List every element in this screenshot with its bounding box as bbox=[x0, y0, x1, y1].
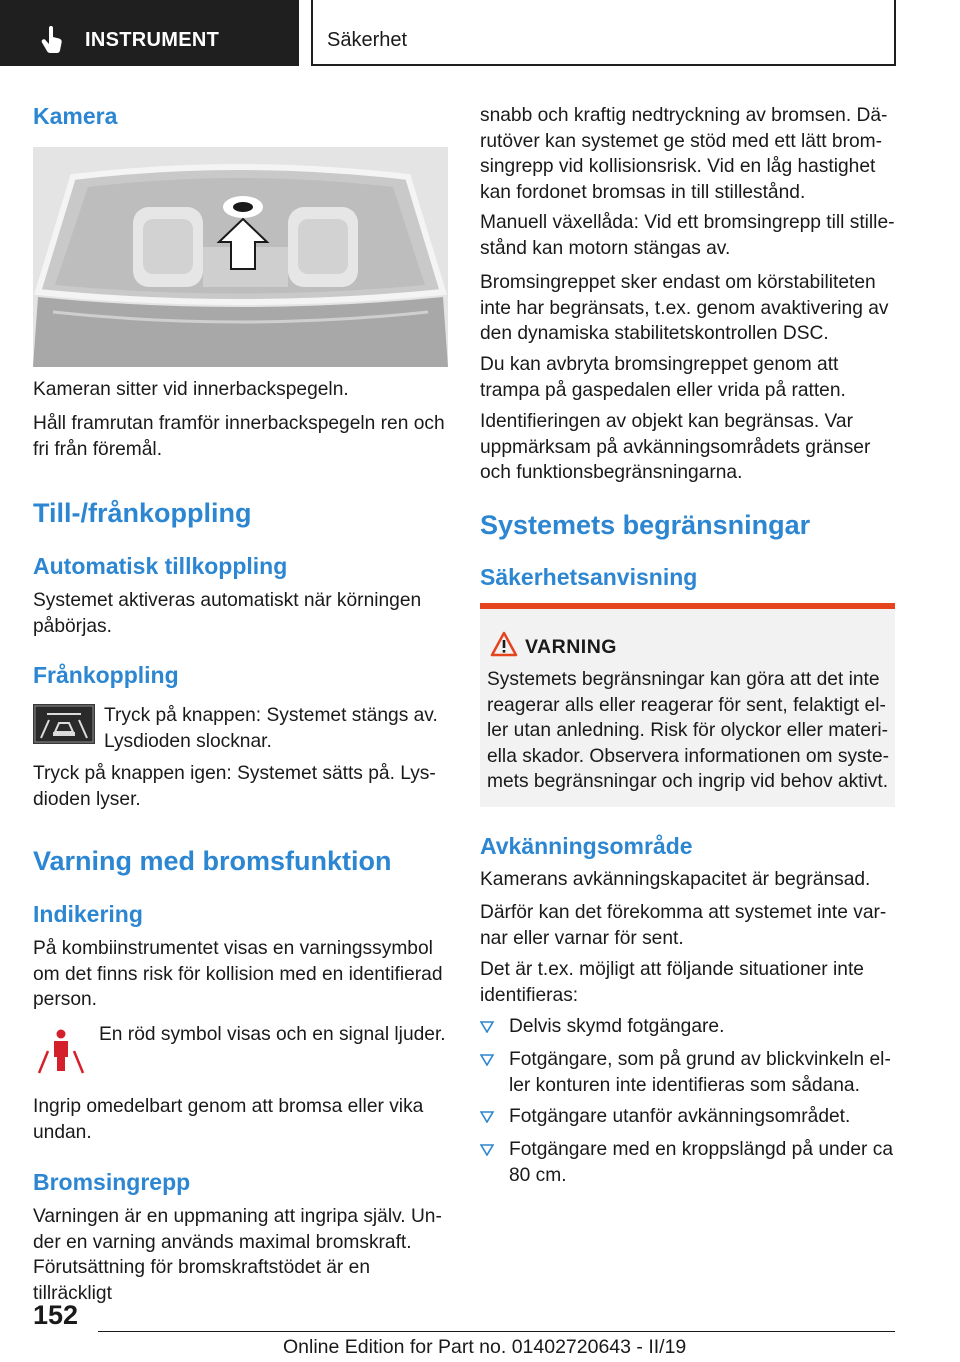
section-title: Säkerhet bbox=[327, 29, 408, 51]
heading-systemets-begransningar: Systemets begränsningar bbox=[480, 510, 811, 540]
list-item-text: Delvis skymd fotgängare. bbox=[509, 1016, 725, 1037]
heading-avkanningsomrade: Avkänningsområde bbox=[480, 833, 693, 859]
list-item-text: Fotgängare med en kroppslängd på under ca 80 cm. bbox=[509, 1139, 894, 1186]
chapter-tab[interactable] bbox=[0, 0, 299, 66]
warning-text: Systemets begränsningar kan göra att det inte reagerar alls eller reagerar för sent, felaktigt eller utan anledning. Risk för olyckor eller materiella skador. Observera informationen om systemets begränsningar och ingrip vid behov aktivt. bbox=[487, 669, 890, 792]
touch-hand-icon bbox=[40, 26, 64, 54]
avkanning-text-2: Därför kan det förekomma att systemet inte varnar eller varnar för sent. bbox=[480, 902, 887, 949]
continued-text-5: Identifieringen av objekt kan begränsas. Var uppmärksam på avkänningsområdets gränser och funktionsbegränsningarna. bbox=[480, 411, 871, 483]
list-item-text: Fotgängare, som på grund av blickvinkeln eller konturen inte identifieras som sådana. bbox=[509, 1049, 891, 1096]
continued-text-1: snabb och kraftig nedtryckning av bromsen. Därutöver kan systemet ge stöd med ett lätt bromsingrepp vid kollisionsrisk. Vid en låg hastighet kan fordonet bromsas in till stillestånd. bbox=[480, 105, 888, 203]
heading-frankoppling: Frånkoppling bbox=[33, 662, 179, 688]
ingrip-text: Ingrip omedelbart genom att bromsa eller vika undan. bbox=[33, 1096, 424, 1143]
page-header bbox=[0, 0, 960, 66]
avkanning-text-1: Kamerans avkänningskapacitet är begränsad. bbox=[480, 869, 871, 890]
triangle-bullet-icon bbox=[480, 1021, 494, 1033]
list-item-text: Fotgängare utanför avkänningsområdet. bbox=[509, 1106, 851, 1127]
warning-title: VARNING bbox=[525, 636, 617, 658]
continued-text-2: Manuell växellåda: Vid ett bromsingrepp till stillestånd kan motorn stängas av. bbox=[480, 212, 895, 259]
heading-till-frankoppling: Till-/frånkoppling bbox=[33, 498, 252, 528]
section-tab bbox=[311, 0, 896, 66]
triangle-bullet-icon bbox=[480, 1054, 494, 1066]
auto-text: Systemet aktiveras automatiskt när körningen påbörjas. bbox=[33, 590, 422, 637]
kamera-text-1: Kameran sitter vid innerbackspegeln. bbox=[33, 379, 349, 400]
heading-automatisk-tillkoppling: Automatisk tillkoppling bbox=[33, 553, 288, 579]
heading-kamera: Kamera bbox=[33, 103, 118, 129]
warning-triangle-icon bbox=[490, 631, 518, 657]
pedestrian-warning-icon bbox=[35, 1027, 87, 1075]
indikering-text: På kombiinstrumentet visas en varningssymbol om det finns risk för kollision med en identifierad person. bbox=[33, 938, 443, 1010]
symbol-text: En röd symbol visas och en signal ljuder. bbox=[99, 1024, 446, 1045]
rear-window-camera-image bbox=[33, 147, 448, 367]
avkanning-text-3: Det är t.ex. möjligt att följande situationer inte identifieras: bbox=[480, 959, 864, 1006]
kamera-text-2: Håll framrutan framför innerbackspegeln ren och fri från föremål. bbox=[33, 413, 445, 460]
triangle-bullet-icon bbox=[480, 1144, 494, 1156]
heading-bromsingrepp: Bromsingrepp bbox=[33, 1169, 191, 1195]
triangle-bullet-icon bbox=[480, 1111, 494, 1123]
page-number: 152 bbox=[33, 1300, 79, 1330]
heading-varning-med-bromsfunktion: Varning med bromsfunktion bbox=[33, 846, 392, 876]
frankoppling-text-2: Tryck på knappen igen: Systemet sätts på. Lysdioden lyser. bbox=[33, 763, 436, 810]
footer-edition: Online Edition for Part no. 01402720643 - II/19 bbox=[283, 1336, 687, 1358]
collision-warning-button-icon bbox=[33, 704, 95, 744]
warning-box bbox=[480, 603, 895, 807]
chapter-title: INSTRUMENT bbox=[85, 29, 220, 51]
footer-divider bbox=[98, 1331, 895, 1332]
continued-text-3: Bromsingreppet sker endast om körstabiliteten inte har begränsats, t.ex. genom avaktivering av den dynamiska stabilitetskontrollen DSC. bbox=[480, 272, 889, 344]
bromsingrepp-text: Varningen är en uppmaning att ingripa själv. Under en varning används maximal bromskraft. Förutsättning för bromskraftstödet är en tillräckligt bbox=[33, 1206, 442, 1304]
heading-indikering: Indikering bbox=[33, 901, 143, 927]
heading-sakerhetsanvisning: Säkerhetsanvisning bbox=[480, 564, 698, 590]
frankoppling-button-text: Tryck på knappen: Systemet stängs av. Lysdioden slocknar. bbox=[104, 705, 438, 752]
continued-text-4: Du kan avbryta bromsingreppet genom att trampa på gaspedalen eller vrida på ratten. bbox=[480, 354, 846, 401]
